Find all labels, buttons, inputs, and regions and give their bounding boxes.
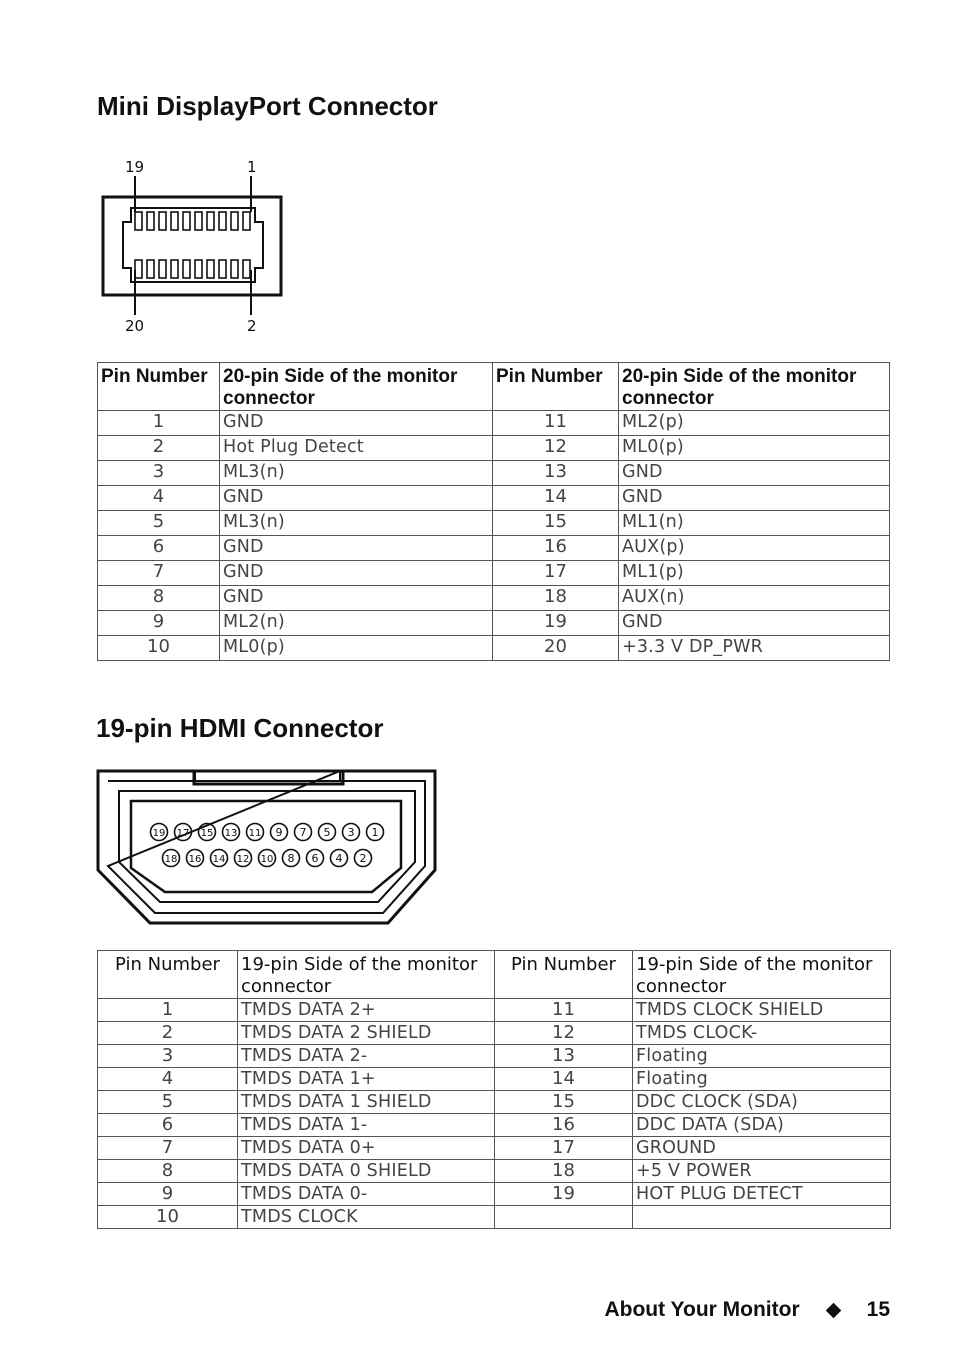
hdmi-signal-cell: TMDS DATA 1- [238,1114,495,1137]
dp-pin-contact [243,260,250,278]
hdmi-pin-number-cell: 1 [98,999,238,1022]
hdmi-signal-cell: TMDS DATA 0- [238,1183,495,1206]
dp-pin-number-cell: 8 [98,586,220,611]
dp-table-header-row [98,363,890,411]
hdmi-pin-number-cell: 16 [495,1114,633,1137]
dp-signal-cell: ML2(p) [619,411,890,436]
hdmi-pin-number-cell: 8 [98,1160,238,1183]
hdmi-table-body [98,999,891,1229]
hdmi-table-row [98,1160,891,1183]
hdmi-pin-label: 6 [311,852,319,865]
dp-pin-number-cell: 4 [98,486,220,511]
dp-pin-number-cell: 2 [98,436,220,461]
hdmi-pin-label: 11 [248,828,262,839]
hdmi-pin-circles [151,824,384,867]
dp-pin-contact [219,212,226,230]
hdmi-pin-number-cell: 7 [98,1137,238,1160]
dp-signal-cell: GND [619,486,890,511]
dp-signal-cell: GND [220,486,493,511]
dp-pin-number-cell: 15 [493,511,619,536]
hdmi-signal-cell: TMDS DATA 2- [238,1045,495,1068]
hdmi-pin-label: 10 [260,854,274,865]
hdmi-table-row [98,1091,891,1114]
dp-pin-table [97,362,890,661]
hdmi-signal-cell: TMDS CLOCK [238,1206,495,1229]
hdmi-pin-label: 12 [236,854,250,865]
hdmi-signal-cell: +5 V POWER [633,1160,891,1183]
hdmi-pin-label: 13 [224,828,238,839]
hdmi-signal-cell: TMDS DATA 1+ [238,1068,495,1091]
dp-pin-contact [159,212,166,230]
hdmi-table-row [98,1137,891,1160]
dp-pin-number-cell: 3 [98,461,220,486]
dp-pin-number-cell: 17 [493,561,619,586]
dp-top-pin-row [135,212,250,230]
footer-section-title: About Your Monitor [604,1298,800,1321]
dp-header-pin-number-1: Pin Number [98,363,220,411]
hdmi-pin-number-cell: 11 [495,999,633,1022]
dp-signal-cell: ML3(n) [220,461,493,486]
dp-pin-contact [159,260,166,278]
mini-displayport-diagram [95,150,295,340]
dp-table-row [98,486,890,511]
dp-signal-cell: ML2(n) [220,611,493,636]
hdmi-pin-label: 9 [275,826,283,839]
dp-signal-cell: AUX(n) [619,586,890,611]
hdmi-table-row [98,1114,891,1137]
dp-pin-contact [195,212,202,230]
hdmi-header-pin-number-1: Pin Number [98,951,238,999]
hdmi-pin-label: 16 [188,854,202,865]
dp-table-row [98,461,890,486]
dp-pin-contact [231,260,238,278]
hdmi-header-pin-number-2: Pin Number [495,951,633,999]
hdmi-table-row [98,1068,891,1091]
hdmi-pin-label: 1 [371,826,379,839]
dp-pin-number-cell: 14 [493,486,619,511]
hdmi-table-row [98,1045,891,1068]
dp-label-19: 19 [125,158,145,176]
hdmi-pin-number-cell: 3 [98,1045,238,1068]
dp-table-row [98,511,890,536]
dp-table-row [98,561,890,586]
dp-signal-cell: ML1(n) [619,511,890,536]
hdmi-pin-number-cell: 9 [98,1183,238,1206]
hdmi-pin-label: 19 [152,828,166,839]
dp-pin-contact [195,260,202,278]
dp-pin-number-cell: 20 [493,636,619,661]
hdmi-pin-label: 2 [359,852,367,865]
hdmi-pin-table [97,950,891,1229]
dp-signal-cell: ML3(n) [220,511,493,536]
hdmi-pin-number-cell: 17 [495,1137,633,1160]
hdmi-signal-cell: HOT PLUG DETECT [633,1183,891,1206]
dp-table-row [98,586,890,611]
dp-pin-contact [243,212,250,230]
dp-pin-contact [183,212,190,230]
dp-signal-cell: ML0(p) [619,436,890,461]
dp-signal-cell: ML1(p) [619,561,890,586]
hdmi-table-row [98,1206,891,1229]
hdmi-pin-number-cell: 4 [98,1068,238,1091]
dp-pin-number-cell: 19 [493,611,619,636]
dp-pin-number-cell: 9 [98,611,220,636]
hdmi-pin-number-cell: 2 [98,1022,238,1045]
hdmi-pin-label: 14 [212,854,226,865]
dp-label-20: 20 [125,317,145,335]
hdmi-pin-number-cell: 19 [495,1183,633,1206]
dp-header-pin-number-2: Pin Number [493,363,619,411]
hdmi-table-row [98,999,891,1022]
dp-signal-cell: GND [220,536,493,561]
hdmi-pin-number-cell: 10 [98,1206,238,1229]
hdmi-connector-diagram [95,768,440,928]
dp-signal-cell: GND [220,586,493,611]
dp-signal-cell: GND [619,611,890,636]
dp-signal-cell: AUX(p) [619,536,890,561]
dp-header-signal-2: 20-pin Side of the monitor connector [619,363,890,411]
dp-pin-number-cell: 18 [493,586,619,611]
hdmi-pin-label: 8 [287,852,295,865]
dp-section-title: Mini DisplayPort Connector [97,91,438,121]
hdmi-pin-number-cell: 14 [495,1068,633,1091]
hdmi-pin-label: 17 [176,828,190,839]
dp-pin-number-cell: 5 [98,511,220,536]
dp-bottom-pin-row [135,260,250,278]
dp-pin-contact [171,260,178,278]
hdmi-pin-label: 4 [335,852,343,865]
dp-pin-contact [207,212,214,230]
hdmi-signal-cell: Floating [633,1045,891,1068]
dp-table-row [98,411,890,436]
page-footer [604,1298,890,1322]
hdmi-signal-cell [633,1206,891,1229]
hdmi-signal-cell: TMDS DATA 1 SHIELD [238,1091,495,1114]
dp-header-signal-1: 20-pin Side of the monitor connector [220,363,493,411]
hdmi-pin-label: 3 [347,826,355,839]
hdmi-pin-number-cell: 18 [495,1160,633,1183]
dp-pin-number-cell: 11 [493,411,619,436]
dp-pin-number-cell: 13 [493,461,619,486]
hdmi-signal-cell: DDC DATA (SDA) [633,1114,891,1137]
dp-signal-cell: GND [220,411,493,436]
hdmi-pin-number-cell: 5 [98,1091,238,1114]
hdmi-signal-cell: TMDS DATA 0 SHIELD [238,1160,495,1183]
hdmi-signal-cell: TMDS DATA 0+ [238,1137,495,1160]
dp-pin-contact [135,260,142,278]
dp-pin-contact [147,260,154,278]
hdmi-table-header-row [98,951,891,999]
hdmi-signal-cell: DDC CLOCK (SDA) [633,1091,891,1114]
hdmi-pin-label: 5 [323,826,331,839]
hdmi-header-signal-1: 19-pin Side of the monitor connector [238,951,495,999]
dp-table-row [98,611,890,636]
dp-pin-number-cell: 1 [98,411,220,436]
hdmi-table-row [98,1022,891,1045]
hdmi-section-title: 19-pin HDMI Connector [96,713,384,743]
hdmi-pin-number-cell [495,1206,633,1229]
dp-table-row [98,536,890,561]
dp-pin-number-cell: 7 [98,561,220,586]
hdmi-pin-number-cell: 13 [495,1045,633,1068]
dp-pin-contact [231,212,238,230]
hdmi-signal-cell: TMDS DATA 2+ [238,999,495,1022]
dp-label-2: 2 [247,317,257,335]
page-number: 15 [866,1298,890,1321]
hdmi-pin-number-cell: 12 [495,1022,633,1045]
hdmi-signal-cell: TMDS DATA 2 SHIELD [238,1022,495,1045]
hdmi-pin-label: 7 [299,826,307,839]
hdmi-signal-cell: TMDS CLOCK SHIELD [633,999,891,1022]
hdmi-header-signal-2: 19-pin Side of the monitor connector [633,951,891,999]
dp-pin-number-cell: 6 [98,536,220,561]
hdmi-pin-number-cell: 15 [495,1091,633,1114]
dp-signal-cell: GND [220,561,493,586]
dp-table-row [98,436,890,461]
dp-label-1: 1 [247,158,257,176]
hdmi-pin-label: 15 [200,828,214,839]
dp-signal-cell: GND [619,461,890,486]
hdmi-pin-label: 18 [164,854,178,865]
dp-pin-number-cell: 10 [98,636,220,661]
hdmi-table-row [98,1183,891,1206]
dp-pin-contact [135,212,142,230]
dp-table-row [98,636,890,661]
hdmi-signal-cell: TMDS CLOCK- [633,1022,891,1045]
dp-signal-cell: Hot Plug Detect [220,436,493,461]
dp-pin-contact [207,260,214,278]
hdmi-signal-cell: GROUND [633,1137,891,1160]
hdmi-pin-number-cell: 6 [98,1114,238,1137]
hdmi-signal-cell: Floating [633,1068,891,1091]
dp-table-body [98,411,890,661]
dp-pin-contact [147,212,154,230]
diamond-icon [825,1302,841,1318]
dp-signal-cell: ML0(p) [220,636,493,661]
dp-pin-contact [171,212,178,230]
dp-signal-cell: +3.3 V DP_PWR [619,636,890,661]
dp-pin-contact [183,260,190,278]
dp-pin-number-cell: 12 [493,436,619,461]
dp-pin-number-cell: 16 [493,536,619,561]
dp-pin-contact [219,260,226,278]
